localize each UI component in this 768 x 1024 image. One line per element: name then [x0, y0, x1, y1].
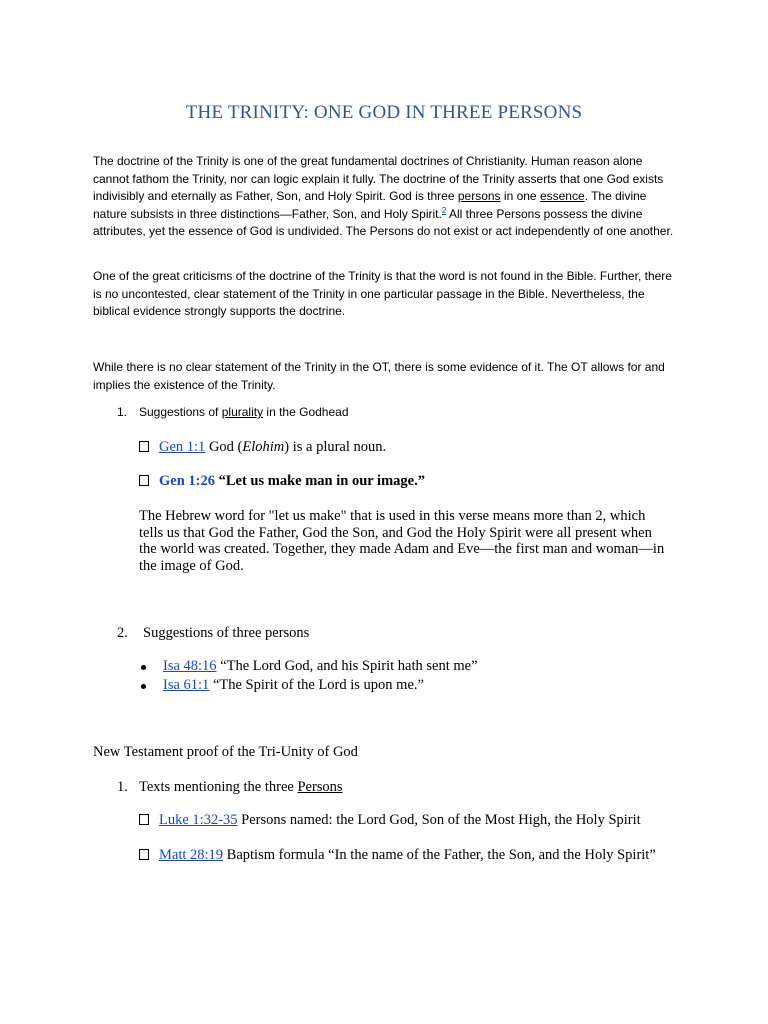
checkbox-icon	[139, 849, 149, 860]
checkbox-icon	[139, 814, 149, 825]
footnote-link[interactable]: 2	[441, 205, 447, 215]
isa-48-16-link[interactable]: Isa 48:16	[163, 658, 217, 674]
intro-paragraph-2: One of the great criticisms of the doctrine of the Trinity is that the word is not found in the Bible. Further, there is no uncontested, clear statement of the Trinity in one particular passage in the Bible. Nevertheless, the biblical evidence strongly supports the doctrine.	[93, 269, 672, 319]
nt-list-item-three-persons: Texts mentioning the three Persons	[139, 779, 343, 795]
ot-list-item-plurality: Suggestions of plurality in the Godhead	[139, 405, 349, 419]
nt-list-number-1: 1.	[117, 779, 128, 795]
checkbox-icon	[139, 441, 149, 452]
persons-term: persons	[457, 189, 501, 204]
matt-28-19-link[interactable]: Matt 28:19	[159, 847, 224, 863]
essence-term: essence	[539, 189, 585, 204]
gen-1-1-link[interactable]: Gen 1:1	[159, 439, 206, 455]
ot-list-number-2: 2.	[117, 625, 128, 641]
bullet-icon	[141, 684, 146, 689]
ot-list-number-1: 1.	[117, 405, 128, 419]
gen-1-26-line: Gen 1:26 “Let us make man in our image.”	[139, 473, 699, 490]
ot-list-item-three-persons: Suggestions of three persons	[143, 625, 310, 641]
matt-28-19-line: Matt 28:19 Baptism formula “In the name of the Father, the Son, and the Holy Spirit”	[139, 847, 669, 864]
isa-48-16-line: Isa 48:16 “The Lord God, and his Spirit hath sent me”	[163, 658, 478, 674]
nt-heading: New Testament proof of the Tri-Unity of God	[93, 744, 358, 760]
isa-61-1-line: Isa 61:1 “The Spirit of the Lord is upon me.”	[163, 677, 424, 693]
gen-1-1-line: Gen 1:1 God (Elohim) is a plural noun.	[139, 439, 699, 456]
intro-paragraph-1: The doctrine of the Trinity is one of the great fundamental doctrines of Christianity. Human reason alone cannot fathom the Trinity, nor can logic explain it fully. The doctrine of the Trinity asserts that one God exists indivisibly and eternally as Father, Son, and Holy Spirit. God is three persons in one essence. The divine nature subsists in three distinctions—Father, Son, and Holy Spirit.$^2$ All three Persons possess the divine attributes, yet the essence of God is undivided. The Persons do not exist or act independently of one another.	[93, 154, 674, 239]
luke-1-32-35-line: Luke 1:32-35 Persons named: the Lord God, Son of the Most High, the Holy Spirit	[139, 812, 699, 829]
gen-1-26-link[interactable]: Gen 1:26	[159, 473, 215, 489]
isa-61-1-link[interactable]: Isa 61:1	[163, 677, 210, 693]
luke-1-32-35-link[interactable]: Luke 1:32-35	[159, 812, 238, 828]
bullet-icon	[141, 665, 146, 670]
page-title: THE TRINITY: ONE GOD IN THREE PERSONS	[185, 102, 583, 123]
checkbox-icon	[139, 475, 149, 486]
intro-paragraph-3: While there is no clear statement of the Trinity in the OT, there is some evidence of it. The OT allows for and implies the existence of the Trinity.	[93, 360, 665, 392]
hebrew-word-paragraph: The Hebrew word for "let us make" that is used in this verse means more than 2, which tells us that God the Father, God the Son, and God the Holy Spirit were all present when the world was created. Together, they made Adam and Eve—the first man and woman—in the image of God.	[139, 508, 665, 574]
